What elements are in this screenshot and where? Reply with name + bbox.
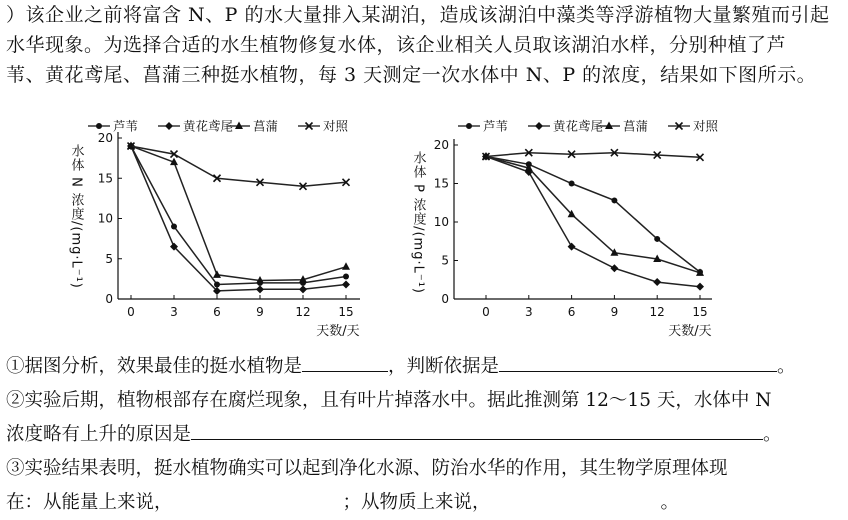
- c0-legend-marker-0: [96, 123, 102, 129]
- c0-point-0-5: [343, 273, 349, 279]
- c1-series-line-2: [486, 157, 700, 273]
- c1-x-tick-label-1: 3: [524, 305, 533, 319]
- c0-x-tick-label-4: 12: [295, 305, 311, 319]
- c1-y-tick-label-1: 5: [441, 253, 449, 268]
- c1-y-axis-label: 水体 P 浓度/(mg·L⁻¹): [410, 151, 426, 294]
- c0-point-1-3: [256, 285, 264, 293]
- intro-line-2: 水华现象。为选择合适的水生植物修复水体，该企业相关人员取该湖泊水样，分别种植了芦: [6, 34, 787, 56]
- c0-legend-label-3: 对照: [323, 118, 349, 134]
- c1-legend-marker-0: [466, 123, 472, 129]
- c1-x-tick-label-3: 9: [610, 305, 619, 319]
- c1-legend-label-0: 芦苇: [483, 118, 509, 134]
- c1-point-0-3: [611, 197, 617, 203]
- c1-point-1-3: [610, 264, 618, 272]
- q1-text-b: ，判断依据是: [388, 356, 500, 377]
- c0-series-line-0: [131, 146, 346, 284]
- p-concentration-chart: [412, 116, 732, 346]
- q1-blank-reason[interactable]: [499, 370, 777, 372]
- c1-x-tick-label-0: 0: [482, 305, 490, 319]
- question-3-line-1: ③实验结果表明，挺水植物确实可以起到净化水源、防治水华的作用，其生物学原理体现: [6, 458, 728, 479]
- c1-point-0-4: [654, 236, 660, 242]
- c0-x-tick-label-5: 15: [338, 305, 354, 319]
- c1-point-1-2: [568, 243, 576, 251]
- c0-y-tick-label-3: 15: [97, 171, 113, 186]
- q2-text: 浓度略有上升的原因是: [6, 424, 192, 445]
- question-2-line-1: ②实验后期，植物根部存在腐烂现象，且有叶片掉落水中。据此推测第 12～15 天，水体中 N: [6, 390, 772, 411]
- c1-series-line-3: [486, 153, 700, 158]
- c0-y-tick-label-1: 5: [105, 251, 113, 266]
- n-concentration-chart: [68, 116, 368, 346]
- intro-line-3: 苇、黄花鸢尾、菖蒲三种挺水植物，每 3 天测定一次水体中 N、P 的浓度，结果如下图所示。: [6, 64, 817, 86]
- c0-legend-label-2: 菖蒲: [253, 118, 279, 134]
- c0-legend-label-1: 黄花鸢尾: [183, 118, 234, 134]
- q1-end: 。: [777, 356, 796, 377]
- c1-legend-label-2: 菖蒲: [623, 118, 649, 134]
- c1-legend-label-3: 对照: [693, 118, 719, 134]
- c0-point-0-2: [214, 282, 220, 288]
- question-block: [6, 350, 842, 520]
- question-2-line-2: [6, 418, 842, 452]
- c0-point-1-4: [299, 285, 307, 293]
- c0-legend-marker-2: [235, 122, 243, 130]
- c0-series-line-1: [131, 146, 346, 291]
- p-chart-svg: [412, 116, 732, 346]
- c1-point-0-2: [569, 181, 575, 187]
- c1-point-1-4: [653, 278, 661, 286]
- c1-series-line-1: [486, 157, 700, 287]
- c1-y-tick-label-3: 15: [433, 176, 449, 191]
- question-1: [6, 350, 842, 384]
- c0-legend-marker-1: [165, 122, 173, 130]
- c0-series-line-2: [131, 146, 346, 280]
- c1-series-line-0: [486, 157, 700, 273]
- c1-x-axis-label: 天数/天: [668, 324, 712, 339]
- c0-y-tick-label-2: 10: [97, 211, 113, 226]
- c1-x-tick-label-4: 12: [649, 305, 665, 319]
- c1-point-1-5: [696, 283, 704, 291]
- c1-x-tick-label-2: 6: [567, 305, 576, 319]
- q2-end: 。: [763, 424, 782, 445]
- c0-point-0-1: [171, 224, 177, 230]
- c0-y-tick-label-0: 0: [105, 292, 113, 306]
- c1-legend-marker-1: [535, 122, 543, 130]
- c1-legend-marker-2: [605, 122, 613, 130]
- c0-x-tick-label-1: 3: [170, 305, 178, 319]
- c0-series-line-3: [131, 146, 346, 186]
- c1-y-tick-label-0: 0: [441, 292, 449, 306]
- q3-text-a: 在：从能量上来说，: [6, 492, 173, 513]
- c1-legend-label-1: 黄花鸢尾: [553, 118, 604, 134]
- c0-point-2-5: [342, 262, 350, 270]
- intro-line-1: ）该企业之前将富含 N、P 的水大量排入某湖泊，造成该湖泊中藻类等浮游植物大量繁殖而引起: [6, 4, 830, 26]
- c0-x-tick-label-3: 9: [256, 305, 264, 319]
- c0-x-tick-label-2: 6: [213, 305, 221, 319]
- q3-end: 。: [660, 492, 680, 513]
- q2-blank-reason[interactable]: [191, 438, 763, 440]
- c0-y-tick-label-4: 20: [97, 131, 113, 145]
- q1-blank-plant[interactable]: [302, 370, 388, 372]
- c1-y-tick-label-4: 20: [433, 138, 449, 152]
- c0-x-tick-label-0: 0: [127, 305, 135, 319]
- c0-x-axis-label: 天数/天: [316, 324, 360, 339]
- q3-text-b: ；从物质上来说，: [342, 492, 491, 513]
- c0-point-2-2: [213, 270, 221, 278]
- c1-x-tick-label-5: 15: [692, 305, 708, 319]
- n-chart-svg: [68, 116, 368, 346]
- c1-y-tick-label-2: 10: [433, 215, 449, 229]
- c0-point-1-5: [342, 281, 350, 289]
- c0-legend-label-0: 芦苇: [113, 118, 139, 134]
- c0-y-axis-label: 水体 N 浓度/(mg·L⁻¹): [68, 144, 84, 289]
- intro-paragraph: [6, 0, 844, 90]
- q1-text-a: ①据图分析，效果最佳的挺水植物是: [6, 356, 303, 377]
